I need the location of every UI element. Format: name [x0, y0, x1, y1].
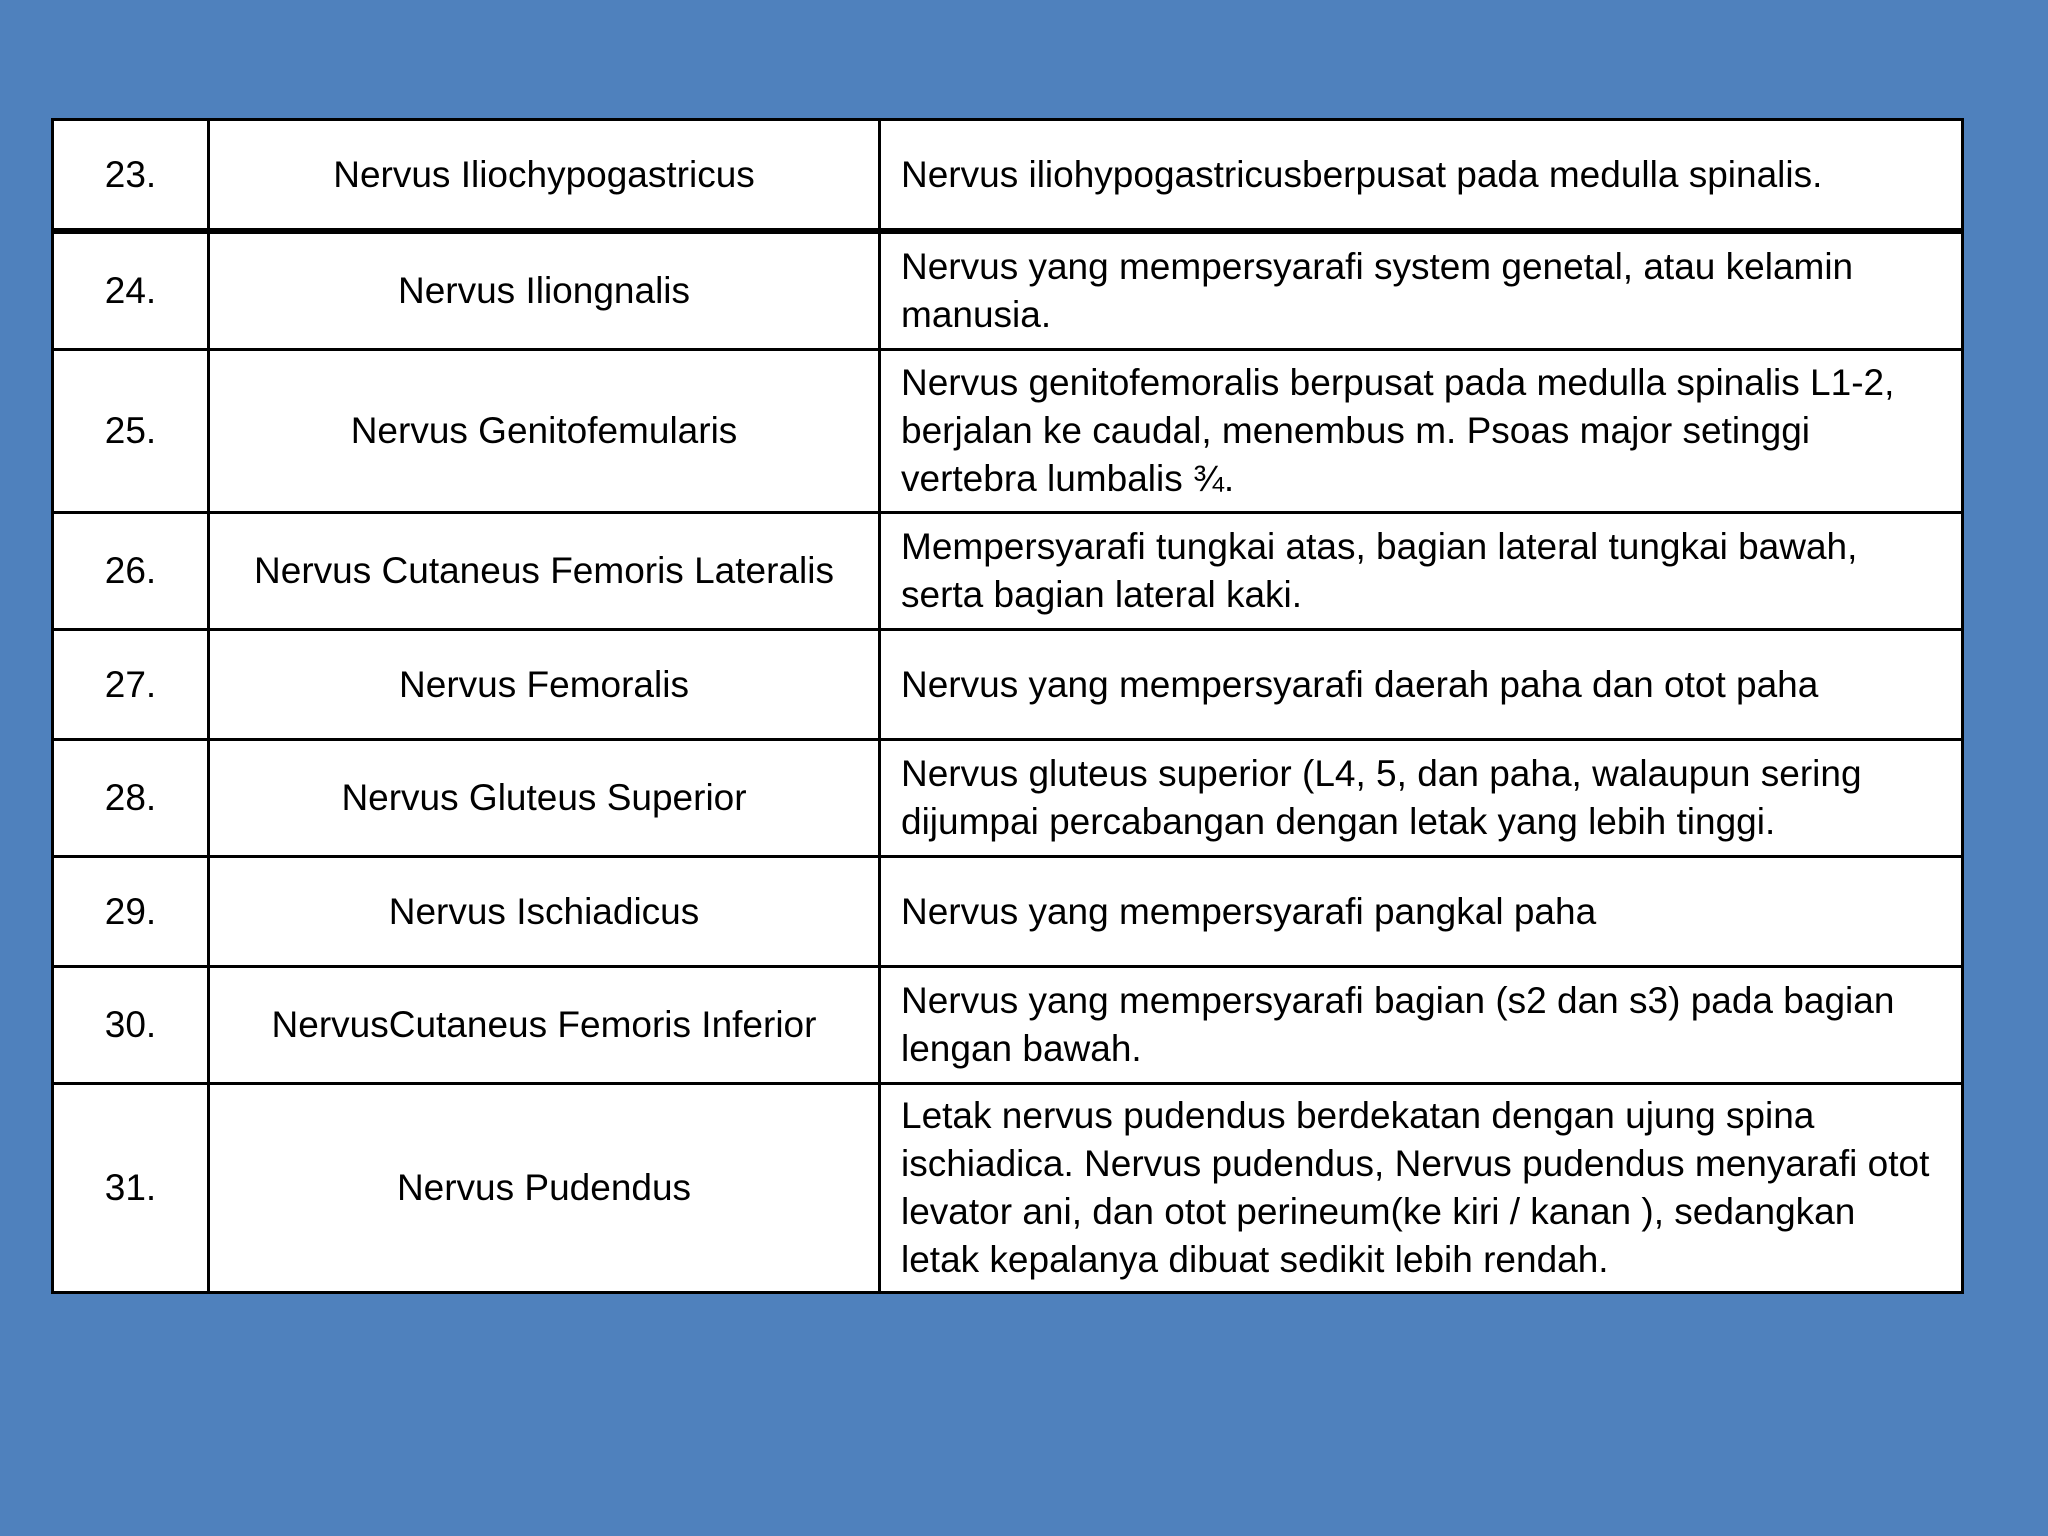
- table-row: [53, 350, 1963, 513]
- row-number: 24.: [53, 231, 209, 350]
- nerve-name: Nervus Iliongnalis: [209, 231, 880, 350]
- nerve-description: Nervus gluteus superior (L4, 5, dan paha, walaupun sering dijumpai percabangan dengan letak yang lebih tinggi.: [880, 740, 1963, 857]
- row-number: 29.: [53, 857, 209, 967]
- nerve-description: Nervus yang mempersyarafi pangkal paha: [880, 857, 1963, 967]
- nerve-name: Nervus Genitofemularis: [209, 350, 880, 513]
- table-row: [53, 1084, 1963, 1293]
- nerve-table: [51, 118, 1964, 1294]
- table-row: [53, 231, 1963, 350]
- table-row: [53, 967, 1963, 1084]
- nerve-description: Nervus yang mempersyarafi system genetal, atau kelamin manusia.: [880, 231, 1963, 350]
- nerve-name: NervusCutaneus Femoris Inferior: [209, 967, 880, 1084]
- row-number: 26.: [53, 513, 209, 630]
- row-number: 30.: [53, 967, 209, 1084]
- nerve-description: Nervus yang mempersyarafi bagian (s2 dan s3) pada bagian lengan bawah.: [880, 967, 1963, 1084]
- nerve-description: Nervus yang mempersyarafi daerah paha dan otot paha: [880, 630, 1963, 740]
- table-row: [53, 630, 1963, 740]
- table-row: [53, 120, 1963, 232]
- table-row: [53, 857, 1963, 967]
- nerve-name: Nervus Gluteus Superior: [209, 740, 880, 857]
- nerve-name: Nervus Iliochypogastricus: [209, 120, 880, 232]
- nerve-name: Nervus Pudendus: [209, 1084, 880, 1293]
- row-number: 27.: [53, 630, 209, 740]
- nerve-description: Nervus iliohypogastricusberpusat pada medulla spinalis.: [880, 120, 1963, 232]
- nerve-description: Nervus genitofemoralis berpusat pada medulla spinalis L1-2, berjalan ke caudal, menembus m. Psoas major setinggi vertebra lumbalis ¾.: [880, 350, 1963, 513]
- nerve-name: Nervus Cutaneus Femoris Lateralis: [209, 513, 880, 630]
- row-number: 31.: [53, 1084, 209, 1293]
- row-number: 23.: [53, 120, 209, 232]
- nerve-name: Nervus Femoralis: [209, 630, 880, 740]
- table-row: [53, 740, 1963, 857]
- nerve-table-container: [51, 118, 1964, 1294]
- nerve-description: Mempersyarafi tungkai atas, bagian lateral tungkai bawah, serta bagian lateral kaki.: [880, 513, 1963, 630]
- table-row: [53, 513, 1963, 630]
- nerve-description: Letak nervus pudendus berdekatan dengan ujung spina ischiadica. Nervus pudendus, Nervus pudendus menyarafi otot levator ani, dan otot perineum(ke kiri / kanan ), sedangkan letak kepalanya dibuat sedikit lebih rendah.: [880, 1084, 1963, 1293]
- nerve-name: Nervus Ischiadicus: [209, 857, 880, 967]
- row-number: 28.: [53, 740, 209, 857]
- row-number: 25.: [53, 350, 209, 513]
